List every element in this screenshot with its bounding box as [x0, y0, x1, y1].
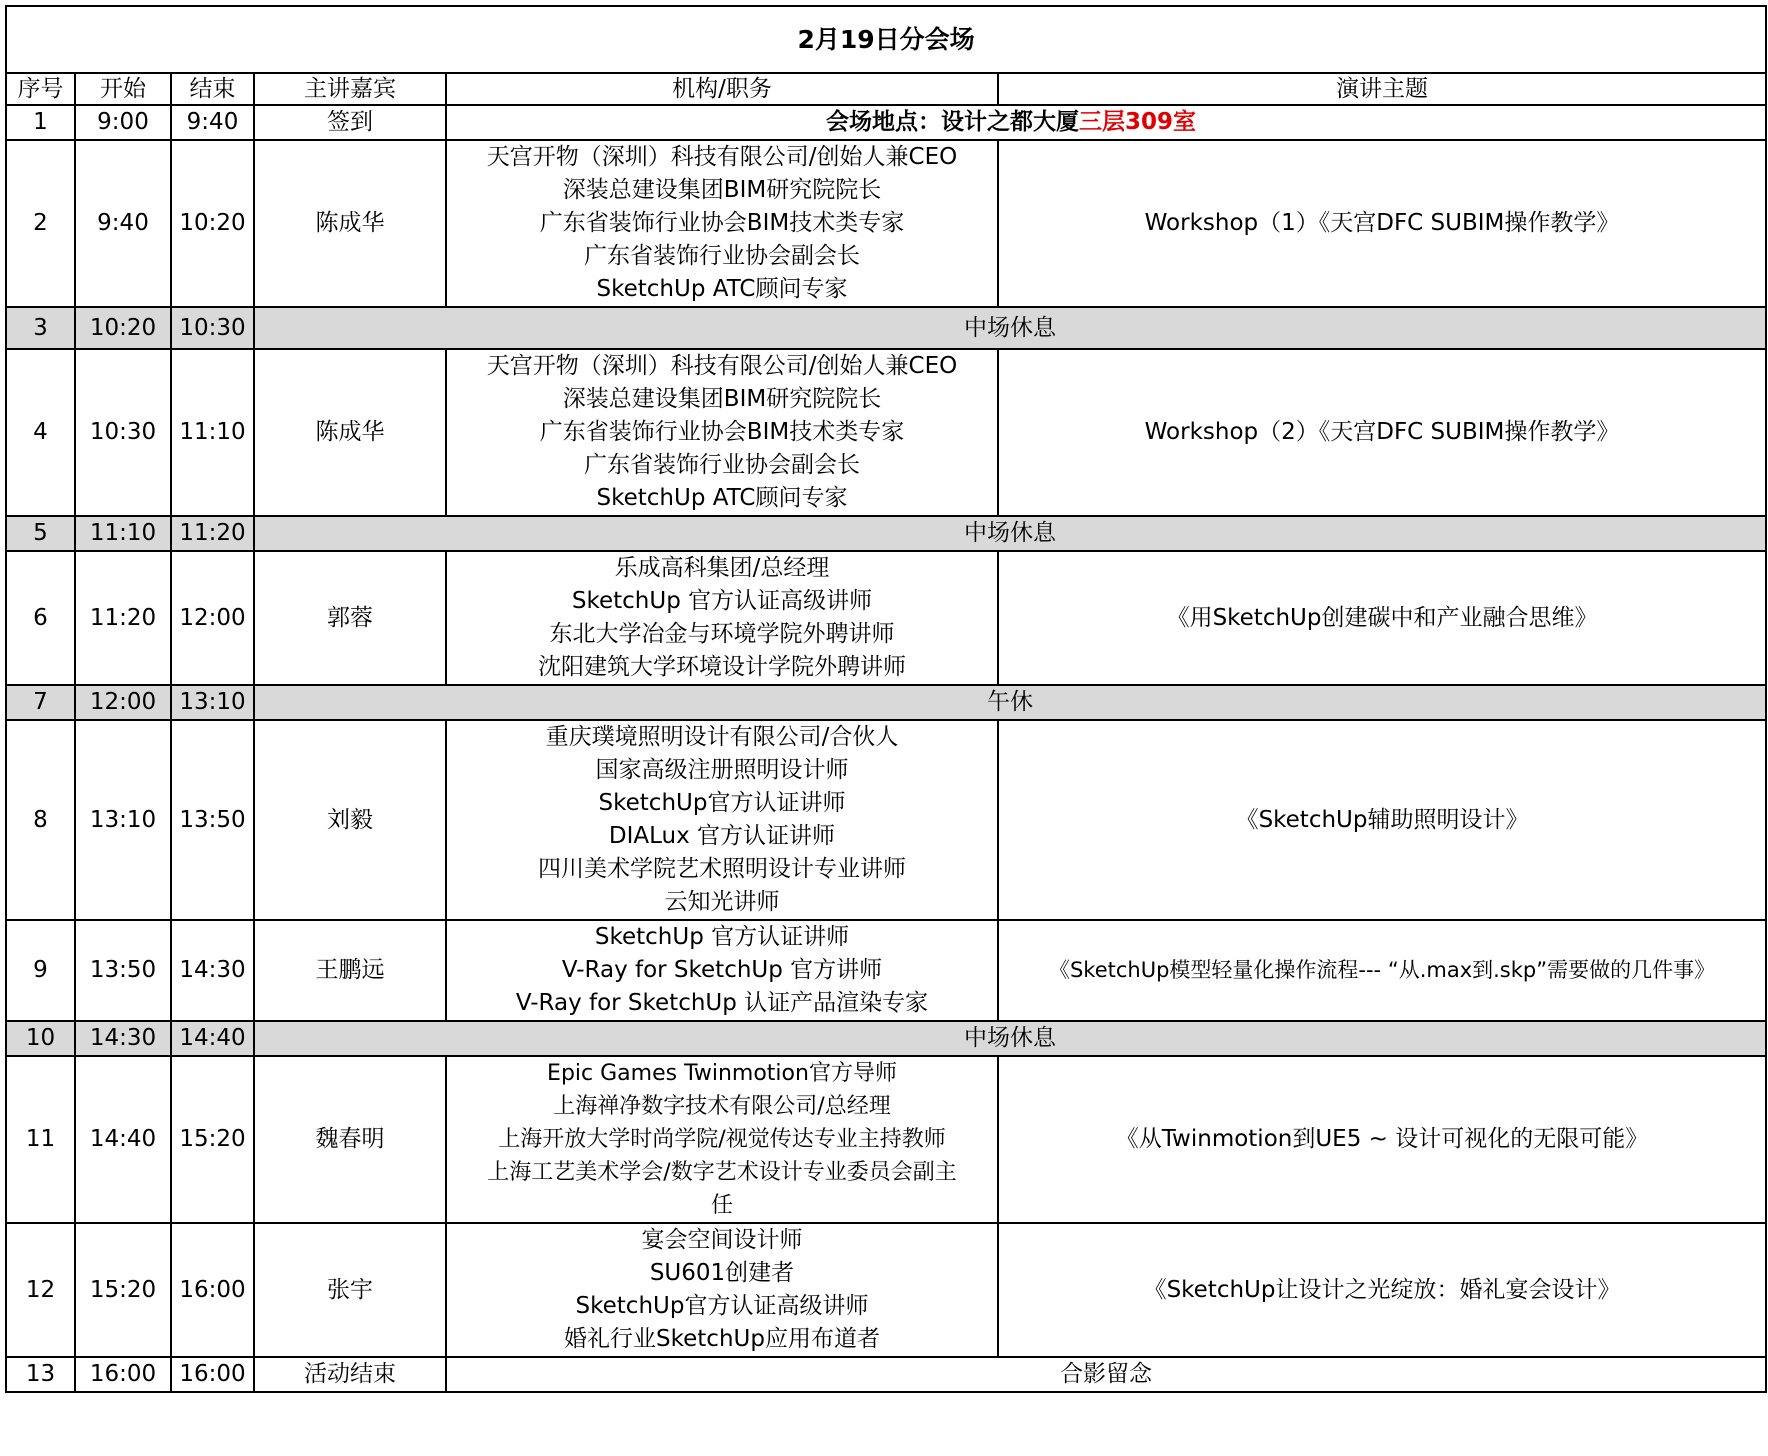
- row-seq: 10: [6, 1021, 75, 1056]
- org-line: V-Ray for SketchUp 认证产品渲染专家: [515, 990, 929, 1016]
- org-line: SU601创建者: [649, 1260, 795, 1286]
- row-start: 9:00: [75, 105, 171, 140]
- row-end: 12:00: [171, 551, 254, 685]
- org-line: 国家高级注册照明设计师: [595, 757, 849, 783]
- header-speaker: 主讲嘉宾: [254, 73, 446, 105]
- org-line: 宴会空间设计师: [641, 1227, 803, 1253]
- org-line: 广东省装饰行业协会BIM技术类专家: [539, 419, 905, 445]
- org-line: Epic Games Twinmotion官方导师: [547, 1061, 897, 1086]
- table-row: [6, 1056, 1766, 1223]
- row-seq: 3: [6, 307, 75, 349]
- table-row: [6, 140, 1766, 307]
- row-end: 16:00: [171, 1223, 254, 1357]
- row-end: 16:00: [171, 1357, 254, 1392]
- org-line: 婚礼行业SketchUp应用布道者: [564, 1326, 880, 1352]
- row-start: 12:00: [75, 685, 171, 720]
- org-line: 任: [710, 1193, 733, 1218]
- row-start: 14:40: [75, 1056, 171, 1223]
- org-line: 天宫开物（深圳）科技有限公司/创始人兼CEO: [486, 144, 958, 170]
- row-start: 10:20: [75, 307, 171, 349]
- row-speaker: 陈成华: [254, 349, 446, 516]
- org-line: 乐成高科集团/总经理: [614, 555, 830, 581]
- row-org: [446, 349, 998, 516]
- row-seq: 9: [6, 920, 75, 1021]
- row-break: 中场休息: [254, 516, 1766, 551]
- row-seq: 1: [6, 105, 75, 140]
- org-line: 上海禅净数字技术有限公司/总经理: [553, 1094, 891, 1119]
- row-break: 午休: [254, 685, 1766, 720]
- header-end: 结束: [171, 73, 254, 105]
- row-seq: 11: [6, 1056, 75, 1223]
- row-end: 14:30: [171, 920, 254, 1021]
- row-end: 11:20: [171, 516, 254, 551]
- table-row: [6, 105, 1766, 140]
- org-line: SketchUp 官方认证高级讲师: [571, 588, 873, 614]
- row-seq: 2: [6, 140, 75, 307]
- org-line: 广东省装饰行业协会BIM技术类专家: [539, 210, 905, 236]
- table-row: [6, 1223, 1766, 1357]
- row-end: 15:20: [171, 1056, 254, 1223]
- row-org: [446, 720, 998, 920]
- org-line: V-Ray for SketchUp 官方讲师: [561, 957, 883, 983]
- table-row: [6, 516, 1766, 551]
- table-row: [6, 720, 1766, 920]
- org-line: SketchUp ATC顾问专家: [596, 485, 848, 511]
- org-line: 上海开放大学时尚学院/视觉传达专业主持教师: [498, 1127, 946, 1152]
- row-topic: 《SketchUp模型轻量化操作流程--- “从.max到.skp”需要做的几件事》: [998, 920, 1766, 1021]
- org-line: 天宫开物（深圳）科技有限公司/创始人兼CEO: [486, 353, 958, 379]
- org-line: 广东省装饰行业协会副会长: [584, 243, 860, 269]
- row-start: 13:50: [75, 920, 171, 1021]
- org-line: 四川美术学院艺术照明设计专业讲师: [538, 856, 906, 882]
- row-start: 11:20: [75, 551, 171, 685]
- row-seq: 4: [6, 349, 75, 516]
- row-note: 合影留念: [446, 1357, 1766, 1392]
- row-start: 14:30: [75, 1021, 171, 1056]
- row-seq: 7: [6, 685, 75, 720]
- org-line: 上海工艺美术学会/数字艺术设计专业委员会副主: [487, 1160, 957, 1185]
- row-topic: 《SketchUp让设计之光绽放：婚礼宴会设计》: [998, 1223, 1766, 1357]
- table-row: [6, 349, 1766, 516]
- org-line: SketchUp官方认证讲师: [598, 790, 846, 816]
- row-break: 中场休息: [254, 307, 1766, 349]
- row-topic: 《SketchUp辅助照明设计》: [998, 720, 1766, 920]
- venue-label: 会场地点：设计之都大厦: [826, 109, 1080, 135]
- schedule-table: [5, 5, 1767, 1393]
- row-end: 13:50: [171, 720, 254, 920]
- row-start: 9:40: [75, 140, 171, 307]
- row-org: [446, 140, 998, 307]
- row-speaker: 陈成华: [254, 140, 446, 307]
- row-org: [446, 551, 998, 685]
- row-org: [446, 1223, 998, 1357]
- row-start: 15:20: [75, 1223, 171, 1357]
- org-line: DIALux 官方认证讲师: [608, 823, 836, 849]
- row-seq: 8: [6, 720, 75, 920]
- row-topic: Workshop（2）《天宫DFC SUBIM操作教学》: [998, 349, 1766, 516]
- org-line: 云知光讲师: [664, 889, 780, 915]
- org-line: 深装总建设集团BIM研究院院长: [562, 177, 882, 203]
- row-end: 10:30: [171, 307, 254, 349]
- row-speaker: 郭蓉: [254, 551, 446, 685]
- venue-room: 三层309室: [1079, 109, 1197, 135]
- row-speaker: 张宇: [254, 1223, 446, 1357]
- row-speaker: 刘毅: [254, 720, 446, 920]
- row-speaker: 王鹏远: [254, 920, 446, 1021]
- header-seq: 序号: [6, 73, 75, 105]
- row-start: 11:10: [75, 516, 171, 551]
- org-line: SketchUp官方认证高级讲师: [575, 1293, 869, 1319]
- header-topic: 演讲主题: [998, 73, 1766, 105]
- row-break: 中场休息: [254, 1021, 1766, 1056]
- row-start: 10:30: [75, 349, 171, 516]
- row-topic: 《用SketchUp创建碳中和产业融合思维》: [998, 551, 1766, 685]
- row-seq: 6: [6, 551, 75, 685]
- row-end: 9:40: [171, 105, 254, 140]
- row-speaker: 魏春明: [254, 1056, 446, 1223]
- row-seq: 12: [6, 1223, 75, 1357]
- org-line: 沈阳建筑大学环境设计学院外聘讲师: [538, 654, 906, 680]
- org-line: 广东省装饰行业协会副会长: [584, 452, 860, 478]
- table-row: [6, 307, 1766, 349]
- org-line: 深装总建设集团BIM研究院院长: [562, 386, 882, 412]
- row-seq: 13: [6, 1357, 75, 1392]
- table-row: [6, 685, 1766, 720]
- org-line: SketchUp 官方认证讲师: [594, 924, 850, 950]
- table-row: [6, 551, 1766, 685]
- table-row: [6, 920, 1766, 1021]
- venue-cell: [446, 105, 1766, 140]
- table-row: [6, 1021, 1766, 1056]
- org-line: 重庆璞境照明设计有限公司/合伙人: [545, 724, 899, 750]
- row-topic: Workshop（1）《天宫DFC SUBIM操作教学》: [998, 140, 1766, 307]
- table-row: [6, 1357, 1766, 1392]
- row-end: 13:10: [171, 685, 254, 720]
- org-line: SketchUp ATC顾问专家: [596, 276, 848, 302]
- row-speaker: 签到: [254, 105, 446, 140]
- row-end: 11:10: [171, 349, 254, 516]
- row-start: 13:10: [75, 720, 171, 920]
- row-start: 16:00: [75, 1357, 171, 1392]
- header-org: 机构/职务: [446, 73, 998, 105]
- row-speaker: 活动结束: [254, 1357, 446, 1392]
- row-end: 14:40: [171, 1021, 254, 1056]
- row-seq: 5: [6, 516, 75, 551]
- row-end: 10:20: [171, 140, 254, 307]
- row-topic: 《从Twinmotion到UE5 ~ 设计可视化的无限可能》: [998, 1056, 1766, 1223]
- header-start: 开始: [75, 73, 171, 105]
- org-line: 东北大学冶金与环境学院外聘讲师: [549, 621, 895, 647]
- schedule-title: 2月19日分会场: [6, 6, 1766, 73]
- row-org: [446, 920, 998, 1021]
- row-org: [446, 1056, 998, 1223]
